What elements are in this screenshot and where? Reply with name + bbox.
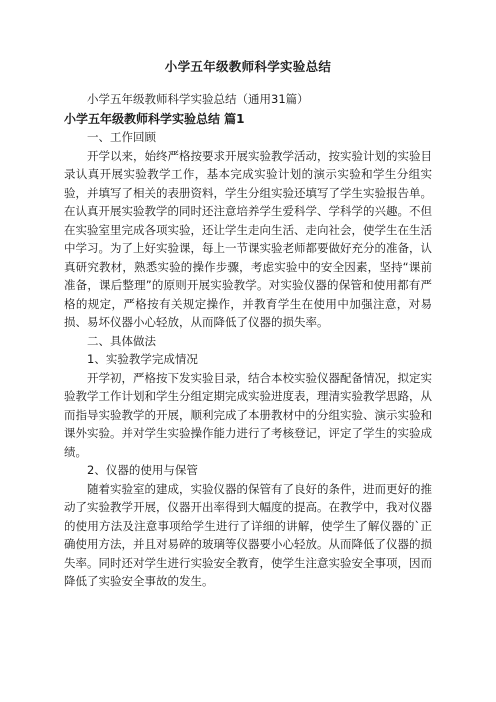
paragraph-instrument-use: 随着实验室的建成，实验仪器的保管有了良好的条件，进而更好的推动了实验教学开展，仪器开出率得到大幅度的提高。在教学中，我对仪器的使用方法及注意事项给学生进行了详细的讲解，使学生了解仪器的`正确使用方法，并且对易碎的玻璃等仪器要小心轻放。从而降低了仪器的损失率。同时还对学生进行实验安全教育，使学生注意实验安全事项，因而降低了实验安全事故的发生。 xyxy=(64,481,432,588)
paragraph-work-review: 开学以来，始终严格按要求开展实验教学活动，按实验计划的实验目录认真开展实验教学工作，基本完成实验计划的演示实验和学生分组实验，并填写了相关的表册资料，学生分组实验还填写了学生实验报告单。在认真开展实验教学的同时还注意培养学生爱科学、学科学的兴趣。不但在实验室里完成各项实验，还让学生走向生活、走向社会，使学生在生活中学习。为了上好实验课，每上一节课实验老师都要做好充分的准备，认真研究教材，熟悉实验的操作步骤，考虑实验中的安全因素，坚持“课前准备，课后整理”的原则开展实验教学。对实验仪器的保管和使用都有严格的规定，严格按有关规定操作，并教育学生在使用中加强注意，对易损、易坏仪器小心轻放，从而降低了仪器的损失率。 xyxy=(64,148,432,329)
heading-instrument-use: 2、仪器的使用与保管 xyxy=(87,463,198,477)
document-subtitle: 小学五年级教师科学实验总结（通用31篇） xyxy=(87,92,309,106)
heading-work-review: 一、工作回顾 xyxy=(87,130,156,144)
section-title: 小学五年级教师科学实验总结 篇1 xyxy=(64,111,245,126)
heading-teaching-completion: 1、实验教学完成情况 xyxy=(87,352,198,366)
heading-specific-practice: 二、具体做法 xyxy=(87,333,156,348)
document-title: 小学五年级教师科学实验总结 xyxy=(164,59,332,74)
paragraph-teaching-completion: 开学初，严格按下发实验目录，结合本校实验仪器配备情况，拟定实验教学工作计划和学生分组定期完成实验进度表，理清实验教学思路，从而指导实验教学的开展，顺利完成了本册教材中的分组实验、演示实验和课外实验。并对学生实验操作能力进行了考核登记，评定了学生的实验成绩。 xyxy=(64,370,432,459)
